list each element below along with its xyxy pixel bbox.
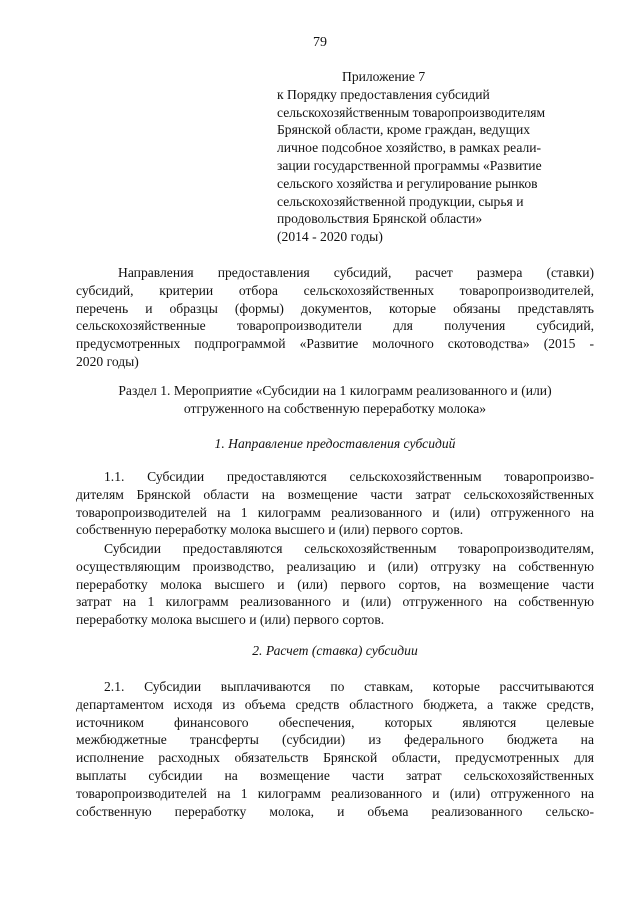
paragraph-line: дителям Брянской области на возмещение части затрат сельскохозяйственных [76,486,594,502]
intro-line: перечень и образцы (формы) документов, которые обязаны представлять [76,300,594,316]
paragraph-line: затрат на 1 килограмм реализованного и (или) отгруженного на собственную [76,594,594,610]
appendix-line: (2014 - 2020 годы) [277,229,383,245]
intro-line: Направления предоставления субсидий, расчет размера (ставки) [118,265,594,280]
paragraph-subsidies [76,540,594,629]
paragraph-line: переработку молока высшего и (или) первого сортов. [76,612,385,628]
paragraph-line: товаропроизводителей на 1 килограмм реализованного и (или) отгруженного на [76,504,594,520]
paragraph-line: Субсидии предоставляются сельскохозяйственным товаропроизводителям, [104,541,594,556]
appendix-line: Брянской области, кроме граждан, ведущих [277,122,531,138]
page-number: 79 [313,35,327,50]
subheading-direction: 1. Направление предоставления субсидий [214,436,456,451]
paragraph-line: источником финансового обеспечения, которых являются целевые [76,714,594,730]
paragraph-line: 2.1. Субсидии выплачиваются по ставкам, которые рассчитываются [104,679,594,694]
appendix-line: сельскохозяйственным товаропроизводителям [277,104,546,120]
appendix-line: продовольствия Брянской области» [277,211,483,227]
paragraph-line: собственную переработку молока высшего и (или) первого сортов. [76,522,464,538]
intro-paragraph [76,264,594,371]
paragraph-1-1 [76,468,594,539]
subheading-rate: 2. Расчет (ставка) субсидии [252,643,418,658]
section-heading [76,382,594,418]
appendix-title: Приложение 7 [342,69,426,84]
paragraph-line: 1.1. Субсидии предоставляются сельскохозяйственным товаропроизво- [104,469,594,484]
intro-line: субсидий, критерии отбора сельскохозяйственных товаропроизводителей, [76,282,594,298]
intro-line: предусмотренных подпрограммой «Развитие молочного скотоводства» (2015 - [76,336,594,352]
paragraph-line: товаропроизводителей на 1 килограмм реализованного и (или) отгруженного на [76,785,594,801]
paragraph-line: выплаты субсидии на возмещение части затрат сельскохозяйственных [76,767,594,783]
appendix-line: сельского хозяйства и регулирование рынков [277,175,538,191]
paragraph-line: исполнение расходных обязательств Брянской области, предусмотренных для [76,750,594,766]
paragraph-line: межбюджетные трансферты (субсидии) из федерального бюджета на [76,732,594,748]
appendix-line: сельскохозяйственной продукции, сырья и [277,193,524,209]
section-heading-line: Раздел 1. Мероприятие «Субсидии на 1 килограмм реализованного и (или) [118,383,552,398]
intro-line: 2020 годы) [76,353,139,369]
paragraph-line: собственную переработку молока, и объема реализованного сельско- [76,803,594,819]
paragraph-line: департаментом исходя из объема средств областного бюджета, а также средств, [76,696,594,712]
intro-line: сельскохозяйственные товаропроизводители для получения субсидий, [76,318,594,334]
appendix-block [0,68,640,246]
paragraph-2-1 [76,678,594,820]
paragraph-line: переработку молока высшего и (или) первого сортов, на возмещение части [76,576,594,592]
section-heading-line: отгруженного на собственную переработку молока» [183,400,487,416]
appendix-line: личное подсобное хозяйство, в рамках реали- [277,140,542,156]
paragraph-line: осуществляющим производство, реализацию и (или) отгрузку на собственную [76,558,594,574]
appendix-line: к Порядку предоставления субсидий [277,86,490,102]
appendix-line: зации государственной программы «Развитие [277,157,542,173]
